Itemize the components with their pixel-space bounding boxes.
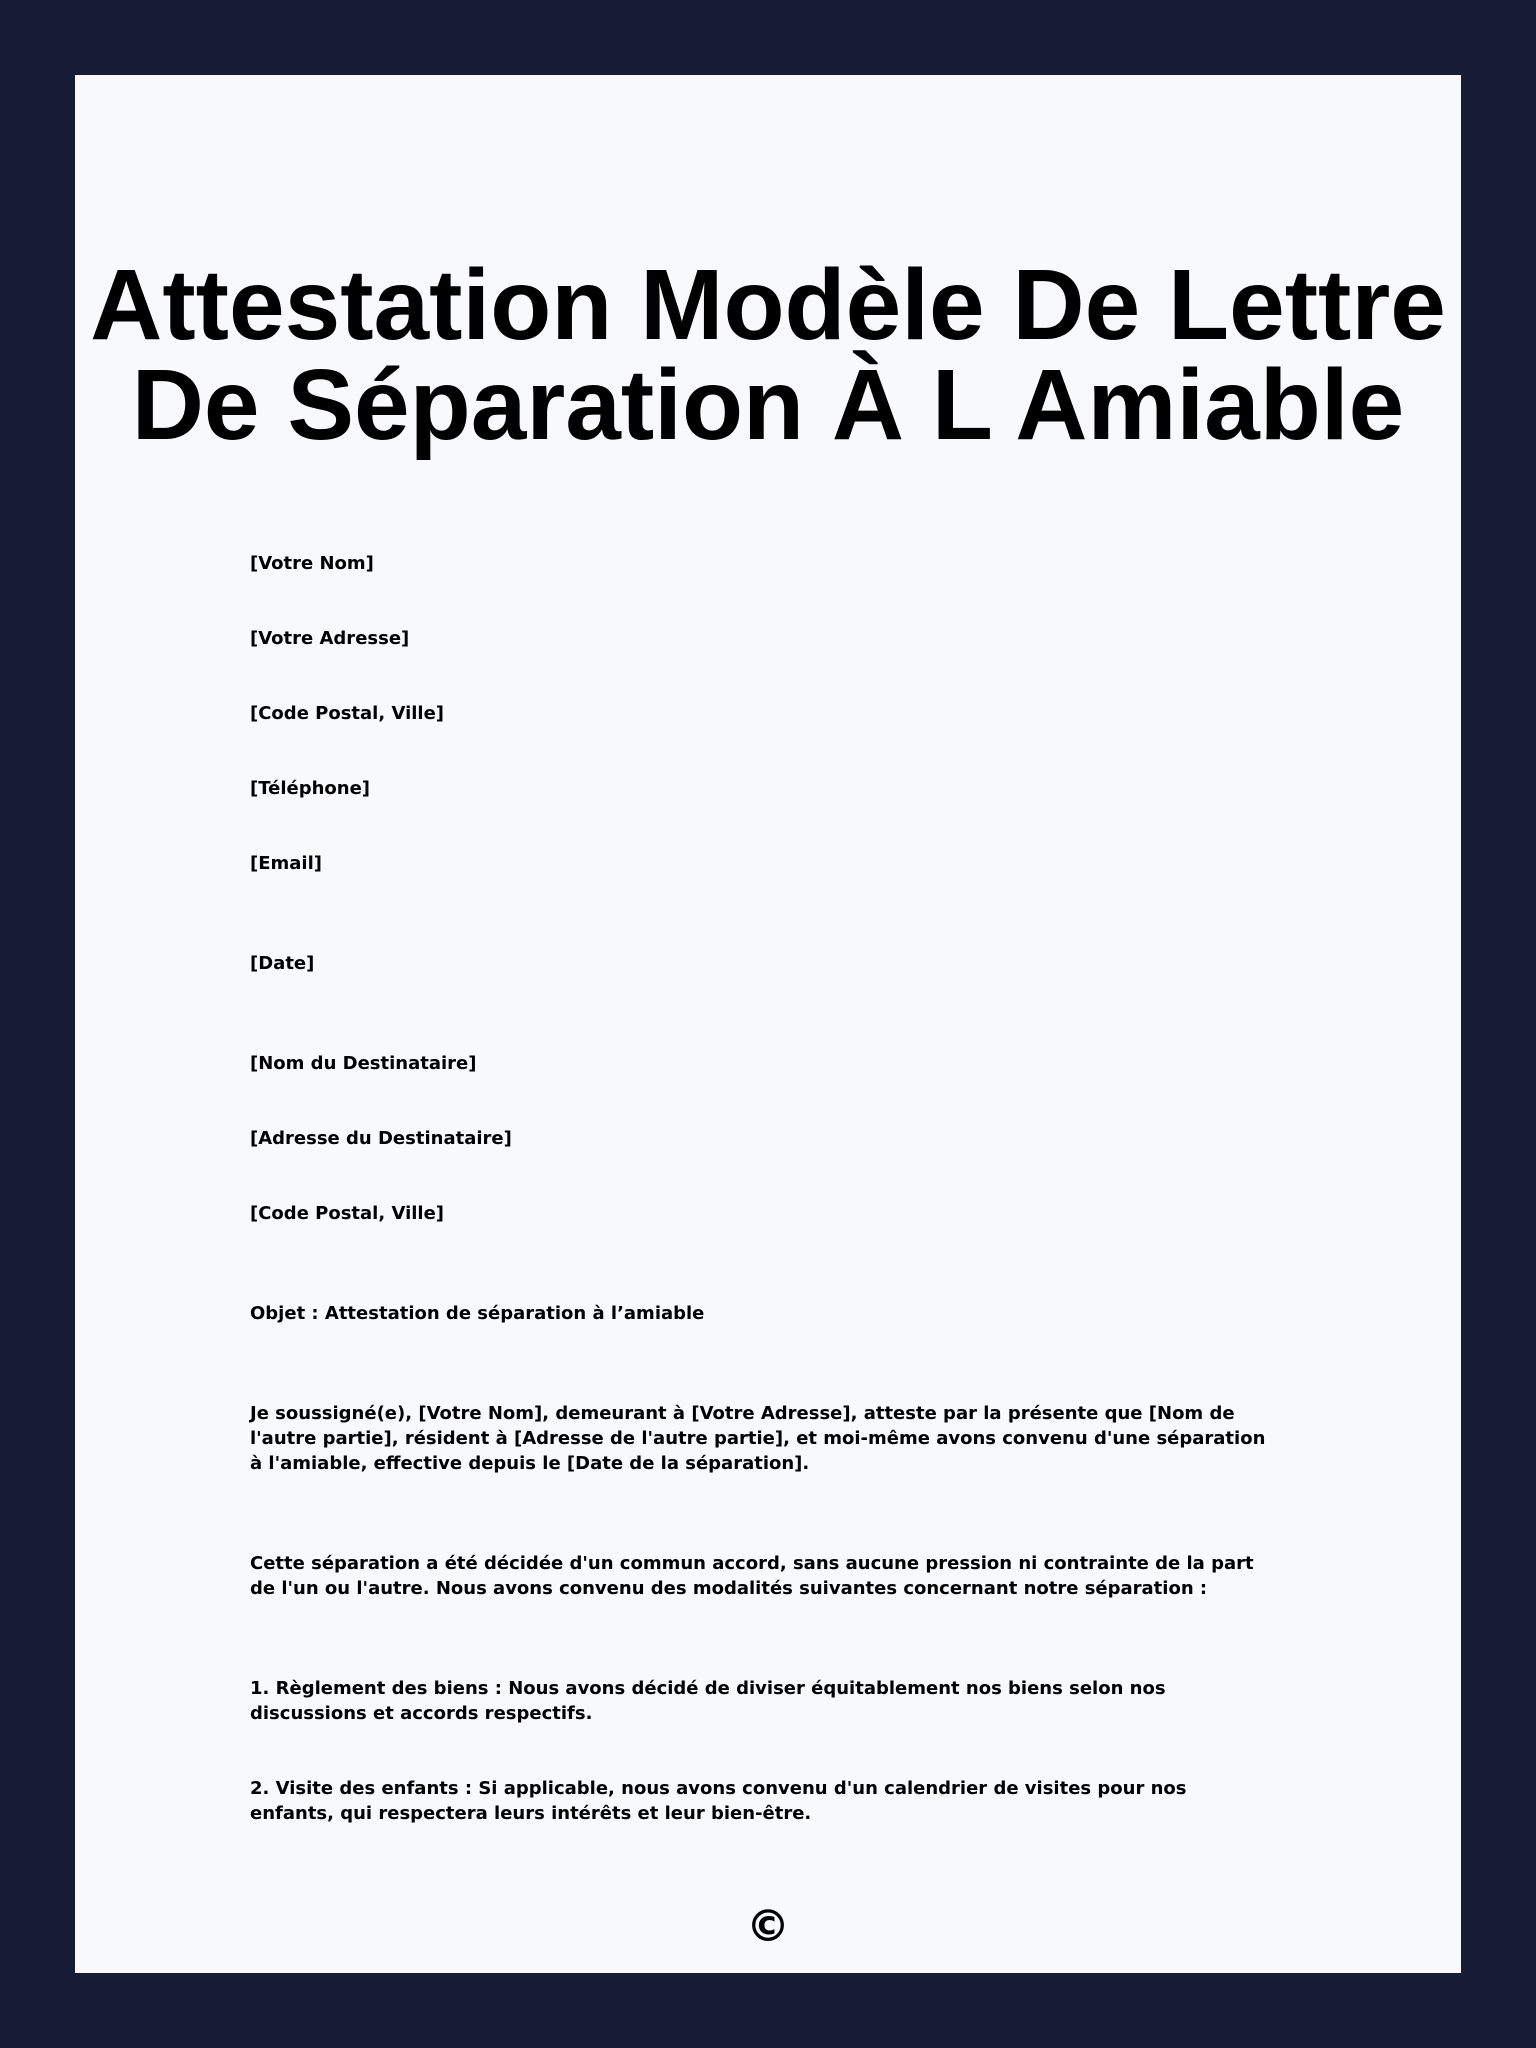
document-page [75,75,1461,1973]
recipient-postal-city: [Code Postal, Ville] [250,1203,445,1224]
sender-email: [Email] [250,853,322,874]
document-title: Attestation Modèle De Lettre De Séparation À L Amiable [90,249,1446,461]
copyright-icon: © [746,1901,790,1952]
sender-postal-city: [Code Postal, Ville] [250,703,445,724]
list-item-property: 1. Règlement des biens : Nous avons décidé de diviser équitablement nos biens selon nos discussions et accords respectifs. [250,1678,1166,1724]
recipient-address: [Adresse du Destinataire] [250,1128,512,1149]
sender-address: [Votre Adresse] [250,628,410,649]
body-paragraph: Cette séparation a été décidée d'un commun accord, sans aucune pression ni contrainte de la part de l'un ou l'autre. Nous avons convenu des modalités suivantes concernant notre séparation : [250,1553,1254,1599]
letter-subject: Objet : Attestation de séparation à l’amiable [250,1303,705,1324]
letter-date: [Date] [250,953,315,974]
sender-phone: [Téléphone] [250,778,371,799]
recipient-name: [Nom du Destinataire] [250,1053,477,1074]
list-item-children-visits: 2. Visite des enfants : Si applicable, nous avons convenu d'un calendrier de visites pour nos enfants, qui respectera leurs intérêts et leur bien-être. [250,1778,1187,1824]
sender-name: [Votre Nom] [250,553,374,574]
body-paragraph: Je soussigné(e), [Votre Nom], demeurant à [Votre Adresse], atteste par la présente que [Nom de l'autre partie], résident à [Adresse de l'autre partie], et moi-même avons convenu d'une séparation à l'amiable, effective depuis le [Date de la séparation]. [250,1403,1266,1474]
